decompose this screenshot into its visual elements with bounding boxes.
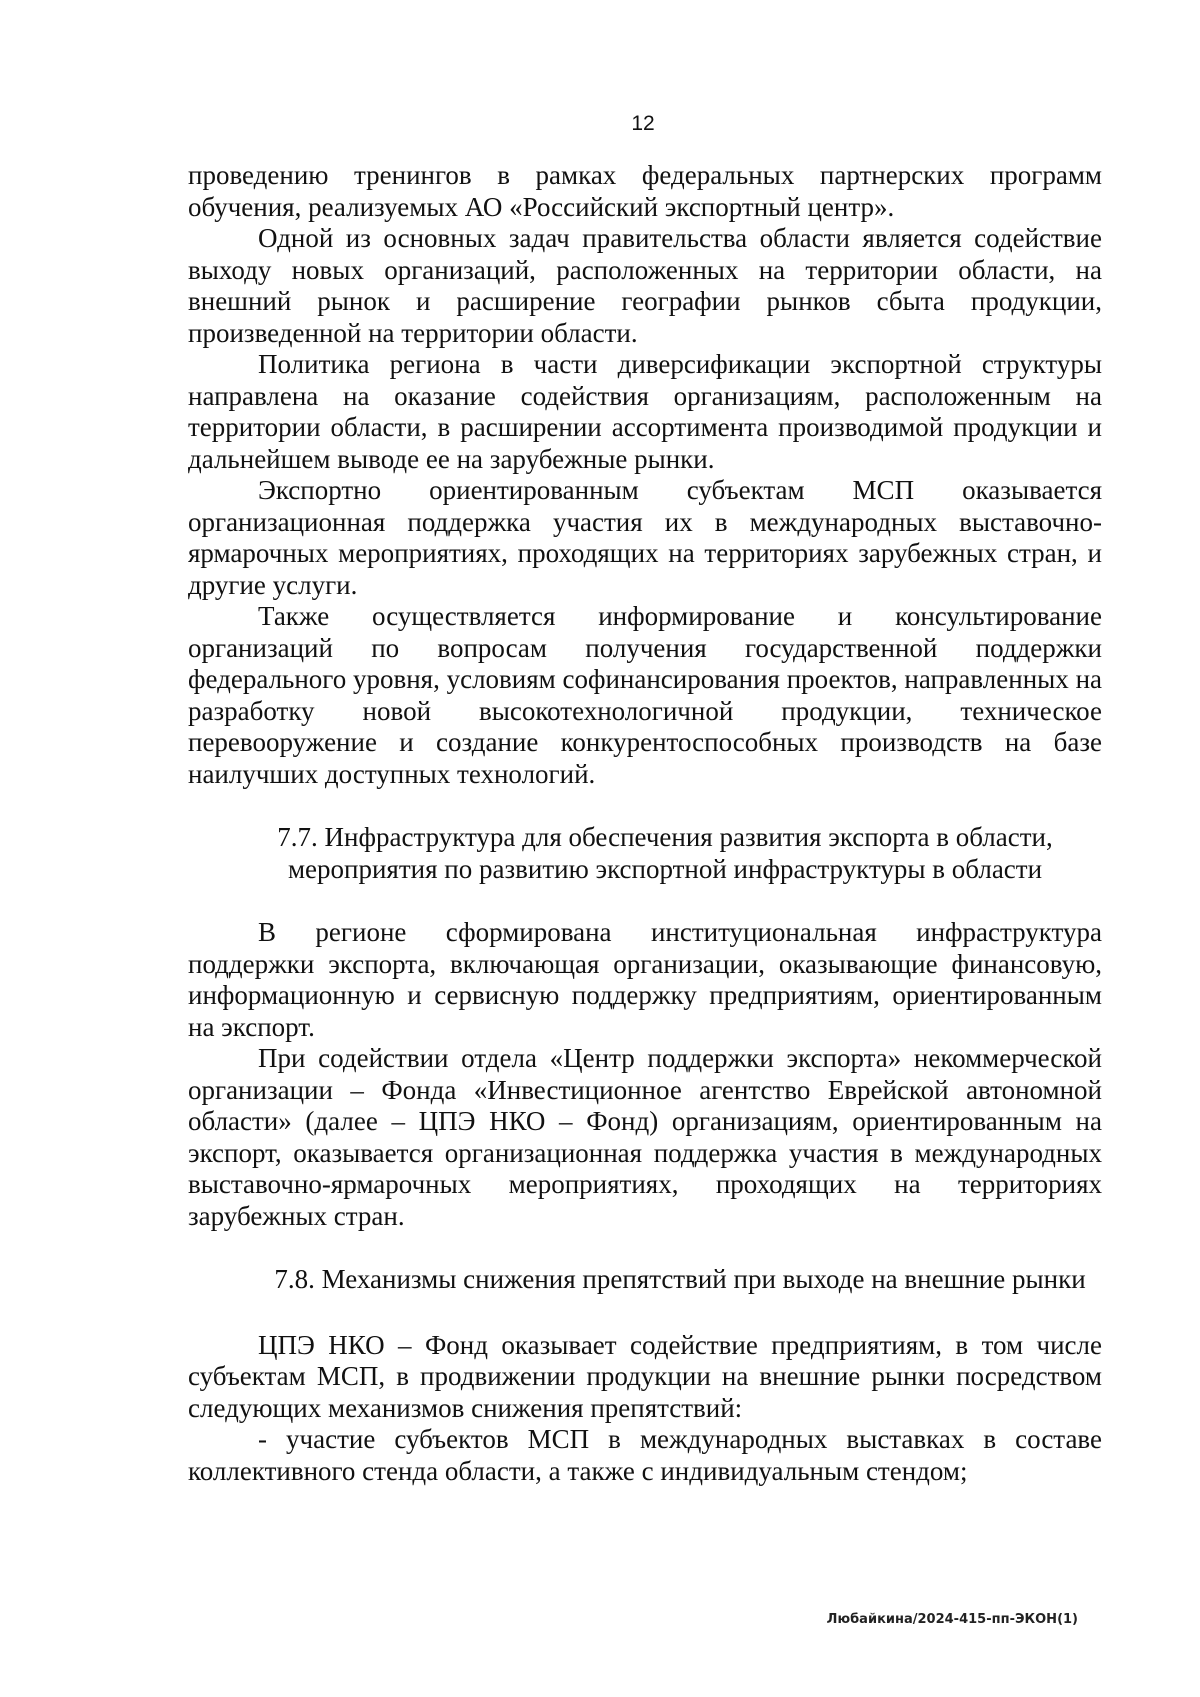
paragraph: проведению тренингов в рамках федеральных партнерских программ обучения, реализуемых АО «Российский экспортный центр». — [188, 160, 1102, 222]
document-body — [188, 160, 1102, 1487]
section-heading-line: 7.7. Инфраструктура для обеспечения развития экспорта в области, — [277, 822, 1053, 852]
paragraph: Одной из основных задач правительства области является содействие выходу новых организаций, расположенных на территории области, на внешний рынок и расширение географии рынков сбыта продукции, произведенной на территории области. — [188, 223, 1102, 348]
paragraph: В регионе сформирована институциональная инфраструктура поддержки экспорта, включающая организации, оказывающие финансовую, информационную и сервисную поддержку предприятиям, ориентированным на экспорт. — [188, 917, 1102, 1042]
section-heading-line: мероприятия по развитию экспортной инфраструктуры в области — [287, 853, 1043, 884]
document-footer-code: Любайкина/2024-415-пп-ЭКОН(1) — [826, 1612, 1078, 1627]
paragraph: Экспортно ориентированным субъектам МСП оказывается организационная поддержка участия их в международных выставочно-ярмарочных мероприятиях, проходящих на территориях зарубежных стран, и другие услуги. — [188, 475, 1102, 600]
paragraph: Политика региона в части диверсификации экспортной структуры направлена на оказание содействия организациям, расположенным на территории области, в расширении ассортимента производимой продукции и дальнейшем выводе ее на зарубежные рынки. — [188, 349, 1102, 474]
paragraph: При содействии отдела «Центр поддержки экспорта» некоммерческой организации – Фонда «Инвестиционное агентство Еврейской автономной области» (далее – ЦПЭ НКО – Фонд) организациям, ориентированным на экспорт, оказывается организационная поддержка участия в международных выставочно-ярмарочных мероприятиях, проходящих на территориях зарубежных стран. — [188, 1043, 1102, 1231]
page-number: 12 — [631, 112, 655, 135]
paragraph: Также осуществляется информирование и консультирование организаций по вопросам получения государственной поддержки федерального уровня, условиям софинансирования проектов, направленных на разработку новой высокотехнологичной продукции, техническое перевооружение и создание конкурентоспособных производств на базе наилучших доступных технологий. — [188, 601, 1102, 789]
section-heading-7-8: 7.8. Механизмы снижения препятствий при выходе на внешние рынки — [274, 1264, 1086, 1294]
section-heading-7-7 — [188, 822, 1102, 885]
list-item: - участие субъектов МСП в международных выставках в составе коллективного стенда области, а также с индивидуальным стендом; — [188, 1424, 1102, 1486]
paragraph: ЦПЭ НКО – Фонд оказывает содействие предприятиям, в том числе субъектам МСП, в продвижении продукции на внешние рынки посредством следующих механизмов снижения препятствий: — [188, 1329, 1102, 1423]
